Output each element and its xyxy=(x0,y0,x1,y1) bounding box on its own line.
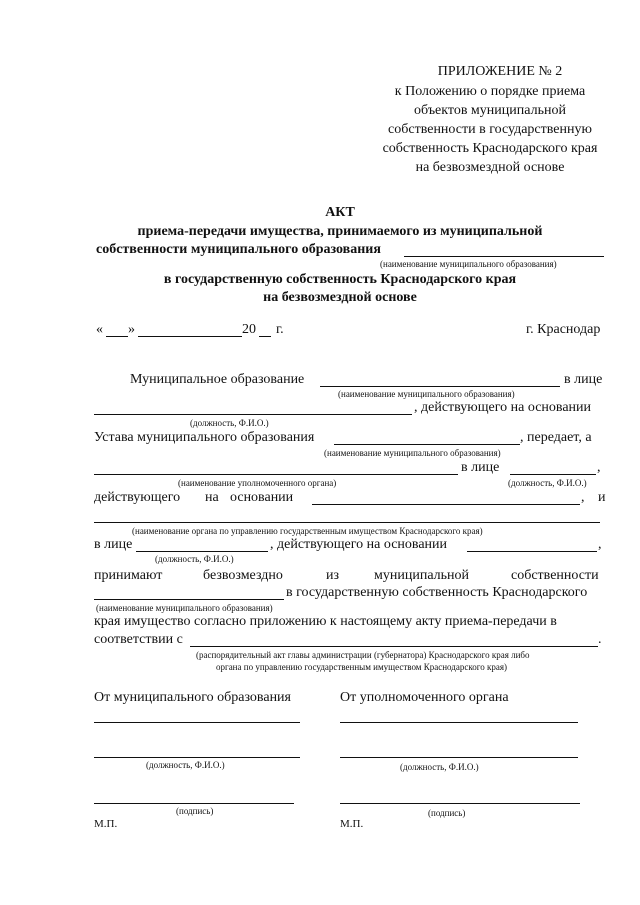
p5-and: и xyxy=(598,490,606,505)
caption-mo-3: (наименование муниципального образования) xyxy=(96,603,273,613)
p5-word-1: действующего xyxy=(94,490,181,505)
caption-position-1: (должность, Ф.И.О.) xyxy=(190,418,269,428)
sign-left-signature-line xyxy=(94,803,294,804)
annex-line-1: к Положению о порядке приема xyxy=(394,84,586,99)
caption-act-1: (распорядительный акт главы администрации (губернатора) Краснодарского края либо xyxy=(196,650,530,660)
act-title-line-1: приема-передачи имущества, принимаемого из муниципальной xyxy=(137,224,543,239)
p6-comma: , xyxy=(598,537,602,552)
p7-word-4: муниципальной xyxy=(374,568,470,583)
sign-left-title: От муниципального образования xyxy=(94,690,291,705)
sign-right-title: От уполномоченного органа xyxy=(340,690,509,705)
sign-left-seal: М.П. xyxy=(94,818,118,830)
mo-name-line-3 xyxy=(94,599,284,600)
p4-comma: , xyxy=(597,460,601,475)
p8-end: в государственную собственность Краснодарского xyxy=(286,585,588,600)
sign-right-seal: М.П. xyxy=(340,818,364,830)
p5-word-3: основании xyxy=(230,490,294,505)
date-open-quote: « xyxy=(96,322,103,337)
sign-left-signature-caption: (подпись) xyxy=(176,806,214,816)
mo-name-line-top xyxy=(404,256,604,257)
p7-word-5: собственности xyxy=(511,568,599,583)
mo-name-line xyxy=(320,386,560,387)
caption-mo-2: (наименование муниципального образования) xyxy=(324,448,501,458)
annex-line-5: на безвозмездной основе xyxy=(415,160,565,175)
sign-left-position-caption: (должность, Ф.И.О.) xyxy=(146,760,225,770)
annex-line-4: собственность Краснодарского края xyxy=(382,141,598,156)
position-line-1 xyxy=(94,414,412,415)
caption-mgmt-org: (наименование органа по управлению государственным имуществом Краснодарского края) xyxy=(132,526,483,536)
mo-name-line-2 xyxy=(334,444,520,445)
p3-end: , передает, а xyxy=(520,430,592,445)
p7-word-1: принимают xyxy=(94,568,163,583)
annex-title: ПРИЛОЖЕНИЕ № 2 xyxy=(437,64,563,79)
sign-right-signature-caption: (подпись) xyxy=(428,808,466,818)
p10-start: соответствии с xyxy=(94,632,183,647)
annex-line-3: собственности в государственную xyxy=(388,122,592,137)
basis-line xyxy=(312,504,580,505)
position-line-3 xyxy=(136,551,268,552)
act-title-line-2: собственности муниципального образования xyxy=(96,242,381,257)
p2-end: , действующего на основании xyxy=(414,400,592,415)
basis-line-2 xyxy=(467,551,597,552)
p4-mid: в лице xyxy=(461,460,500,475)
p1-end: в лице xyxy=(564,372,603,387)
caption-position-2: (должность, Ф.И.О.) xyxy=(508,478,587,488)
date-year-suffix: г. xyxy=(276,322,284,337)
sign-right-line-1 xyxy=(340,722,578,723)
act-title: АКТ xyxy=(325,205,355,220)
p6-start: в лице xyxy=(94,537,133,552)
annex-line-2: объектов муниципальной xyxy=(414,103,566,118)
caption-position-3: (должность, Ф.И.О.) xyxy=(155,554,234,564)
caption-mo-top: (наименование муниципального образования) xyxy=(380,259,557,269)
p3-start: Устава муниципального образования xyxy=(94,430,315,445)
p7-word-2: безвозмездно xyxy=(203,568,283,583)
act-title-line-3: в государственную собственность Краснодарского края xyxy=(163,272,517,287)
act-title-line-4: на безвозмездной основе xyxy=(263,290,417,305)
date-close-quote: » xyxy=(128,322,135,337)
mgmt-org-line xyxy=(94,522,600,523)
p1-start: Муниципальное образование xyxy=(130,372,305,387)
org-name-line xyxy=(94,474,458,475)
city-label: г. Краснодар xyxy=(526,322,601,337)
p5-word-2: на xyxy=(205,490,219,505)
sign-right-signature-line xyxy=(340,803,580,804)
order-act-line xyxy=(190,646,598,647)
date-month-line xyxy=(138,336,242,337)
date-year-line xyxy=(259,336,271,337)
caption-org: (наименование уполномоченного органа) xyxy=(178,478,337,488)
p9-line: края имущество согласно приложению к настоящему акту приема-передачи в xyxy=(94,614,557,629)
position-line-2 xyxy=(510,474,596,475)
p5-comma: , xyxy=(581,490,585,505)
sign-left-position-line xyxy=(94,757,300,758)
p10-dot: . xyxy=(598,632,602,647)
sign-left-line-1 xyxy=(94,722,300,723)
sign-right-position-caption: (должность, Ф.И.О.) xyxy=(400,762,479,772)
date-day-line xyxy=(106,336,128,337)
p6-mid: , действующего на основании xyxy=(270,537,448,552)
caption-act-2: органа по управлению государственным имуществом Краснодарского края) xyxy=(216,662,507,672)
date-year-prefix: 20 xyxy=(242,322,256,337)
sign-right-position-line xyxy=(340,757,578,758)
p7-word-3: из xyxy=(326,568,340,583)
caption-mo: (наименование муниципального образования) xyxy=(338,389,515,399)
